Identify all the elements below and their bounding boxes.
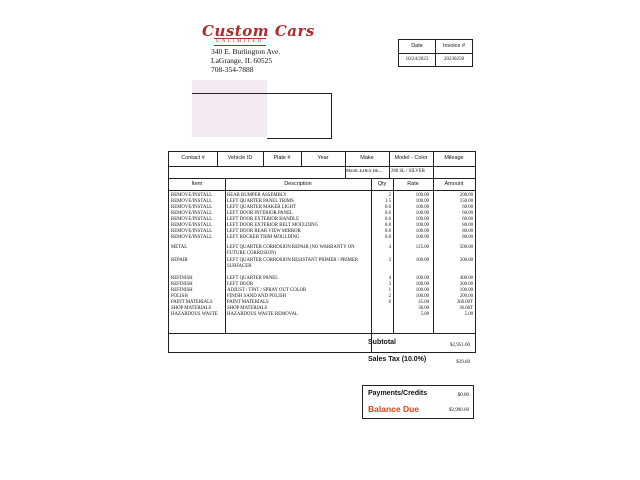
- redacted-customer-info: [192, 80, 267, 137]
- line-item: REFINISH: [171, 282, 193, 287]
- line-amount: 200.00: [459, 294, 473, 299]
- line-rate: 36.00: [418, 306, 429, 311]
- line-item: REPAIR: [171, 258, 188, 263]
- line-rate: 100.00: [415, 235, 429, 240]
- line-rate: 100.00: [415, 282, 429, 287]
- line-qty: 0.6: [385, 211, 391, 216]
- line-description: LEFT DOOR INTERIOR PANEL: [227, 211, 293, 216]
- address-line2: LaGrange, IL 60525: [211, 56, 273, 65]
- line-qty: 0.8: [385, 235, 391, 240]
- line-item: REMOVE/INSTALL: [171, 229, 213, 234]
- qty-header: Qty: [377, 181, 387, 187]
- line-amount: 80.00: [462, 235, 473, 240]
- line-qty: 1: [388, 288, 391, 293]
- line-description: REAR BUMPER ASSEMBLY: [227, 193, 287, 198]
- amount-header: Amount: [444, 181, 464, 187]
- model-color-header: Model - Color: [394, 155, 428, 161]
- address-phone: 708-354-7888: [211, 65, 254, 74]
- line-item: REMOVE/INSTALL: [171, 235, 213, 240]
- line-item: REFINISH: [171, 276, 193, 281]
- line-rate: 100.00: [415, 229, 429, 234]
- subtotal-value: $2,951.00: [450, 343, 470, 348]
- invoice-number-label: Invoice #: [436, 40, 472, 54]
- company-logo: Custom Cars: [202, 22, 315, 40]
- line-item: METAL: [171, 245, 188, 250]
- line-amount: 100.00: [459, 288, 473, 293]
- line-item: REFINISH: [171, 288, 193, 293]
- date-label: Date: [399, 40, 435, 54]
- line-qty: 2: [388, 193, 391, 198]
- line-description: HAZARDOUS WASTE REMOVAL: [227, 312, 298, 317]
- line-qty: 4: [388, 276, 391, 281]
- line-item: REMOVE/INSTALL: [171, 199, 213, 204]
- line-item: SHOP MATERIALS: [171, 306, 212, 311]
- line-amount: 300.00: [459, 258, 473, 263]
- line-qty: 3: [388, 258, 391, 263]
- line-description: FUTURE CORROSION): [227, 251, 277, 256]
- line-amount: 200.00: [459, 193, 473, 198]
- year-header: Year: [317, 155, 329, 161]
- mileage-header: Mileage: [444, 155, 464, 161]
- line-description: LEFT QUARTER PANEL: [227, 276, 279, 281]
- line-description: LEFT DOOR EXTERIOR HANDLE: [227, 217, 299, 222]
- line-rate: 100.00: [415, 217, 429, 222]
- balance-due-label: Balance Due: [368, 404, 420, 414]
- line-qty: 0.8: [385, 223, 391, 228]
- line-rate: 45.00: [418, 300, 429, 305]
- line-amount: 500.00: [459, 245, 473, 250]
- line-description: LEFT QUARTER CORROSION RESISTANT PRIMER / PRIMER: [227, 258, 359, 263]
- line-qty: 0.6: [385, 217, 391, 222]
- line-rate: 100.00: [415, 211, 429, 216]
- line-rate: 5.00: [420, 312, 429, 317]
- line-items-bottom: [169, 333, 475, 334]
- line-rate: 100.00: [415, 258, 429, 263]
- line-amount: 36.00T: [459, 306, 473, 311]
- line-rate: 100.00: [415, 294, 429, 299]
- contact-header: Contact #: [181, 155, 205, 161]
- invoice-date: 10/24/2023: [405, 57, 429, 62]
- subtotal-label: Subtotal: [368, 339, 396, 346]
- line-item: REMOVE/INSTALL: [171, 211, 213, 216]
- line-description: LEFT DOOR: [227, 282, 254, 287]
- line-qty: 3: [388, 282, 391, 287]
- payment-summary-box: [362, 385, 474, 419]
- line-amount: 5.00: [464, 312, 473, 317]
- line-rate: 100.00: [415, 288, 429, 293]
- sales-tax-value: $39.60: [456, 360, 470, 365]
- make-header: Make: [360, 155, 374, 161]
- line-amount: 300.00: [459, 282, 473, 287]
- vehicle-model-color: 280 SL / SILVER: [391, 169, 425, 174]
- vehicle-make: MERCEDES BE...: [346, 169, 383, 174]
- line-qty: 0.6: [385, 205, 391, 210]
- line-rate: 125.00: [415, 245, 429, 250]
- line-description: LEFT QUARTER MAKER LIGHT: [227, 205, 297, 210]
- line-item: POLISH: [171, 294, 188, 299]
- line-rate: 100.00: [415, 223, 429, 228]
- item-header: Item: [191, 181, 203, 187]
- address-line1: 340 E. Burlington Ave.: [211, 47, 281, 56]
- balance-due-value: $2,990.60: [449, 408, 469, 413]
- line-description: FINISH SAND AND POLISH: [227, 294, 287, 299]
- plate-header: Plate #: [273, 155, 291, 161]
- line-description: SURFACER: [227, 264, 252, 269]
- sales-tax-label: Sales Tax (10.0%): [368, 356, 427, 363]
- line-description: LEFT QUARTER PANEL TRIMS: [227, 199, 294, 204]
- line-description: LEFT DOOR REAR VIEW MIRROR: [227, 229, 301, 234]
- payments-value: $0.00: [457, 393, 469, 398]
- line-qty: 8: [388, 300, 391, 305]
- invoice-number: 20230258: [444, 57, 464, 62]
- customer-box: [267, 93, 332, 139]
- line-amount: 60.00: [462, 217, 473, 222]
- description-header: Description: [284, 181, 312, 187]
- invoice-info-box: [398, 39, 473, 67]
- line-description: LEFT ROCKER TRIM MOULDING: [227, 235, 300, 240]
- line-item: REMOVE/INSTALL: [171, 217, 213, 222]
- line-rate: 100.00: [415, 193, 429, 198]
- invoice-table: [168, 151, 476, 353]
- line-description: PAINT MATERIALS: [227, 300, 269, 305]
- company-logo-subtitle: UNLIMITED: [216, 39, 264, 44]
- line-description: LEFT DOOR EXTERIOR BELT MOULDING: [227, 223, 319, 228]
- line-item: HAZARDOUS WASTE: [171, 312, 218, 317]
- rate-header: Rate: [407, 181, 419, 187]
- line-rate: 100.00: [415, 199, 429, 204]
- line-rate: 100.00: [415, 276, 429, 281]
- line-amount: 150.00: [459, 199, 473, 204]
- payments-label: Payments/Credits: [368, 390, 428, 397]
- line-item: REMOVE/INSTALL: [171, 205, 213, 210]
- line-amount: 80.00: [462, 229, 473, 234]
- line-amount: 60.00: [462, 211, 473, 216]
- line-description: SHOP MATERIALS: [227, 306, 268, 311]
- line-amount: 60.00: [462, 205, 473, 210]
- line-qty: 4: [388, 245, 391, 250]
- line-qty: 0.8: [385, 229, 391, 234]
- line-qty: 2: [388, 294, 391, 299]
- vehicle-value-row: [169, 167, 475, 179]
- line-qty: 1.5: [385, 199, 391, 204]
- line-amount: 400.00: [459, 276, 473, 281]
- line-description: LEFT QUARTER CORROSION REPAIR (NO WARRANTY ON: [227, 245, 355, 250]
- line-item: PAINT MATERIALS: [171, 300, 213, 305]
- line-amount: 80.00: [462, 223, 473, 228]
- line-amount: 360.00T: [456, 300, 473, 305]
- line-item: REMOVE/INSTALL: [171, 193, 213, 198]
- line-item: REMOVE/INSTALL: [171, 223, 213, 228]
- vehicle-id-header: Vehicle ID: [227, 155, 253, 161]
- line-description: ADJUST / TINT / SPRAY OUT COLOR: [227, 288, 307, 293]
- line-rate: 100.00: [415, 205, 429, 210]
